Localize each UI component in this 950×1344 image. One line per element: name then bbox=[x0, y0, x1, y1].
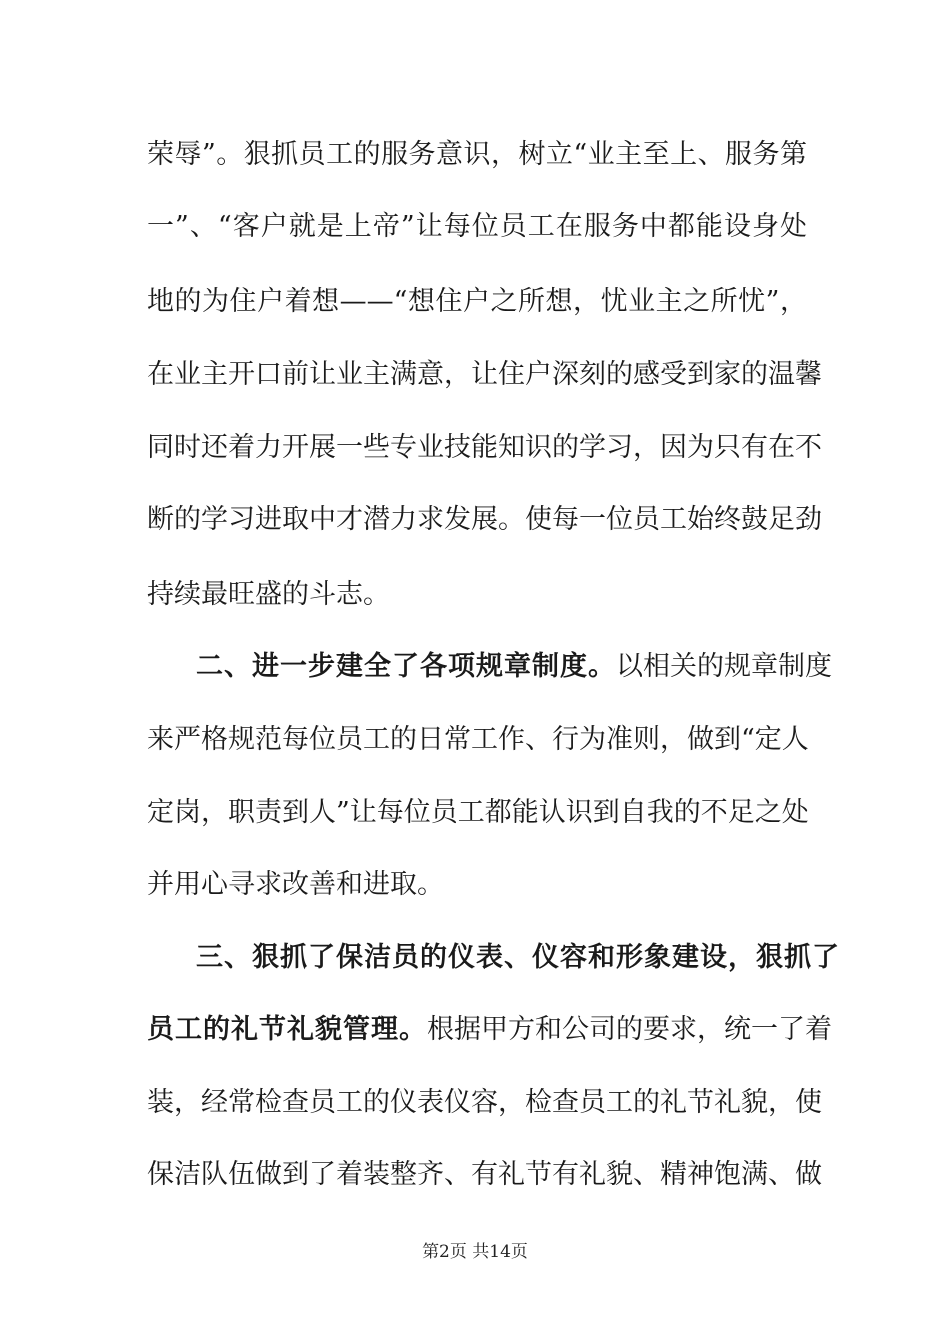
body-line: 来严格规范每位员工的日常工作、行为准则，做到“定人 bbox=[147, 724, 809, 755]
section-3-heading: 员工的礼节礼貌管理。 bbox=[147, 1014, 427, 1045]
body-line: 持续最旺盛的斗志。 bbox=[147, 579, 390, 610]
section-3-second-line bbox=[147, 1010, 832, 1050]
body-line: 装，经常检查员工的仪表仪容，检查员工的礼节礼貌，使 bbox=[147, 1087, 822, 1118]
body-line: 同时还着力开展一些专业技能知识的学习，因为只有在不 bbox=[147, 432, 822, 463]
section-3-text: 根据甲方和公司的要求，统一了着 bbox=[427, 1014, 832, 1045]
section-2-first-line bbox=[196, 647, 832, 687]
body-line: 在业主开口前让业主满意，让住户深刻的感受到家的温馨 bbox=[147, 359, 822, 390]
body-line: 一”、“客户就是上帝”让每位员工在服务中都能设身处 bbox=[147, 211, 807, 242]
body-line: 断的学习进取中才潜力求发展。使每一位员工始终鼓足劲 bbox=[147, 504, 822, 535]
body-line: 并用心寻求改善和进取。 bbox=[147, 869, 444, 900]
section-2-heading: 二、进一步建全了各项规章制度。 bbox=[196, 651, 616, 682]
section-3-heading-line: 三、狠抓了保洁员的仪表、仪容和形象建设，狠抓了 bbox=[196, 942, 840, 973]
body-line: 定岗，职责到人”让每位员工都能认识到自我的不足之处 bbox=[147, 797, 809, 828]
body-line: 荣辱”。狠抓员工的服务意识，树立“业主至上、服务第 bbox=[147, 139, 807, 170]
body-line: 保洁队伍做到了着装整齐、有礼节有礼貌、精神饱满、做 bbox=[147, 1159, 822, 1190]
section-2-text: 以相关的规章制度 bbox=[616, 651, 832, 682]
page-number: 第2页 共14页 bbox=[422, 1242, 528, 1262]
body-line: 地的为住户着想——“想住户之所想，忧业主之所忧”， bbox=[147, 286, 807, 317]
